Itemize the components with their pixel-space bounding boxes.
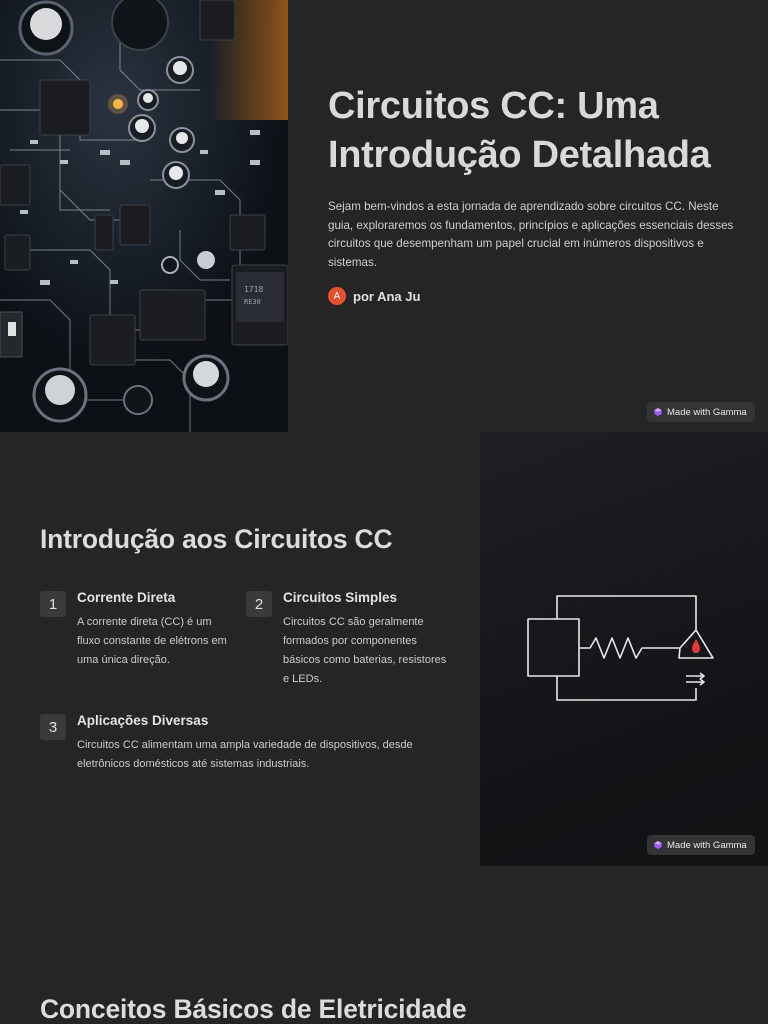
feature-title: Aplicações Diversas <box>77 713 209 728</box>
made-with-gamma-badge[interactable] <box>647 835 755 855</box>
feature-text: Circuitos CC alimentam uma ampla variedade de dispositivos, desde eletrônicos domésticos até sistemas industriais. <box>77 739 413 770</box>
presentation-description: Sejam bem-vindos a esta jornada de aprendizado sobre circuitos CC. Neste guia, exploraremos os fundamentos, princípios e aplicações essenciais desses circuitos que desempenham um papel crucial em inúmeros dispositivos e sistemas. <box>328 200 734 269</box>
author-info <box>328 287 738 305</box>
feature-number: 1 <box>40 591 66 617</box>
svg-text:RE30: RE30 <box>244 298 261 306</box>
circuit-diagram-panel <box>480 432 768 866</box>
title-slide-content <box>328 82 738 305</box>
feature-text: A corrente direta (CC) é um fluxo constante de elétrons em uma única direção. <box>77 616 227 666</box>
feature-text: Circuitos CC são geralmente formados por componentes básicos como baterias, resistores e LEDs. <box>283 616 447 685</box>
badge-label: Made with Gamma <box>667 839 747 851</box>
badge-label: Made with Gamma <box>667 406 747 418</box>
feature-title: Corrente Direta <box>77 590 176 605</box>
section-title: Introdução aos Circuitos CC <box>40 524 393 554</box>
gamma-logo-icon <box>654 841 662 849</box>
circuit-diagram-icon <box>480 432 768 866</box>
circuit-board-image <box>0 0 288 432</box>
made-with-gamma-badge[interactable] <box>647 402 755 422</box>
feature-number: 3 <box>40 714 66 740</box>
author-avatar: A <box>328 287 346 305</box>
gamma-logo-icon <box>654 408 662 416</box>
feature-number: 2 <box>246 591 272 617</box>
author-name: por Ana Ju <box>353 288 421 304</box>
presentation-title: Circuitos CC: Uma Introdução Detalhada <box>328 85 711 176</box>
section-title: Conceitos Básicos de Eletricidade <box>40 994 467 1024</box>
svg-text:1718: 1718 <box>244 285 264 294</box>
basic-concepts-slide <box>0 866 768 1024</box>
title-slide <box>0 0 768 432</box>
feature-title: Circuitos Simples <box>283 590 398 605</box>
circuit-board-photo-icon <box>0 0 288 432</box>
introduction-slide <box>0 432 768 866</box>
